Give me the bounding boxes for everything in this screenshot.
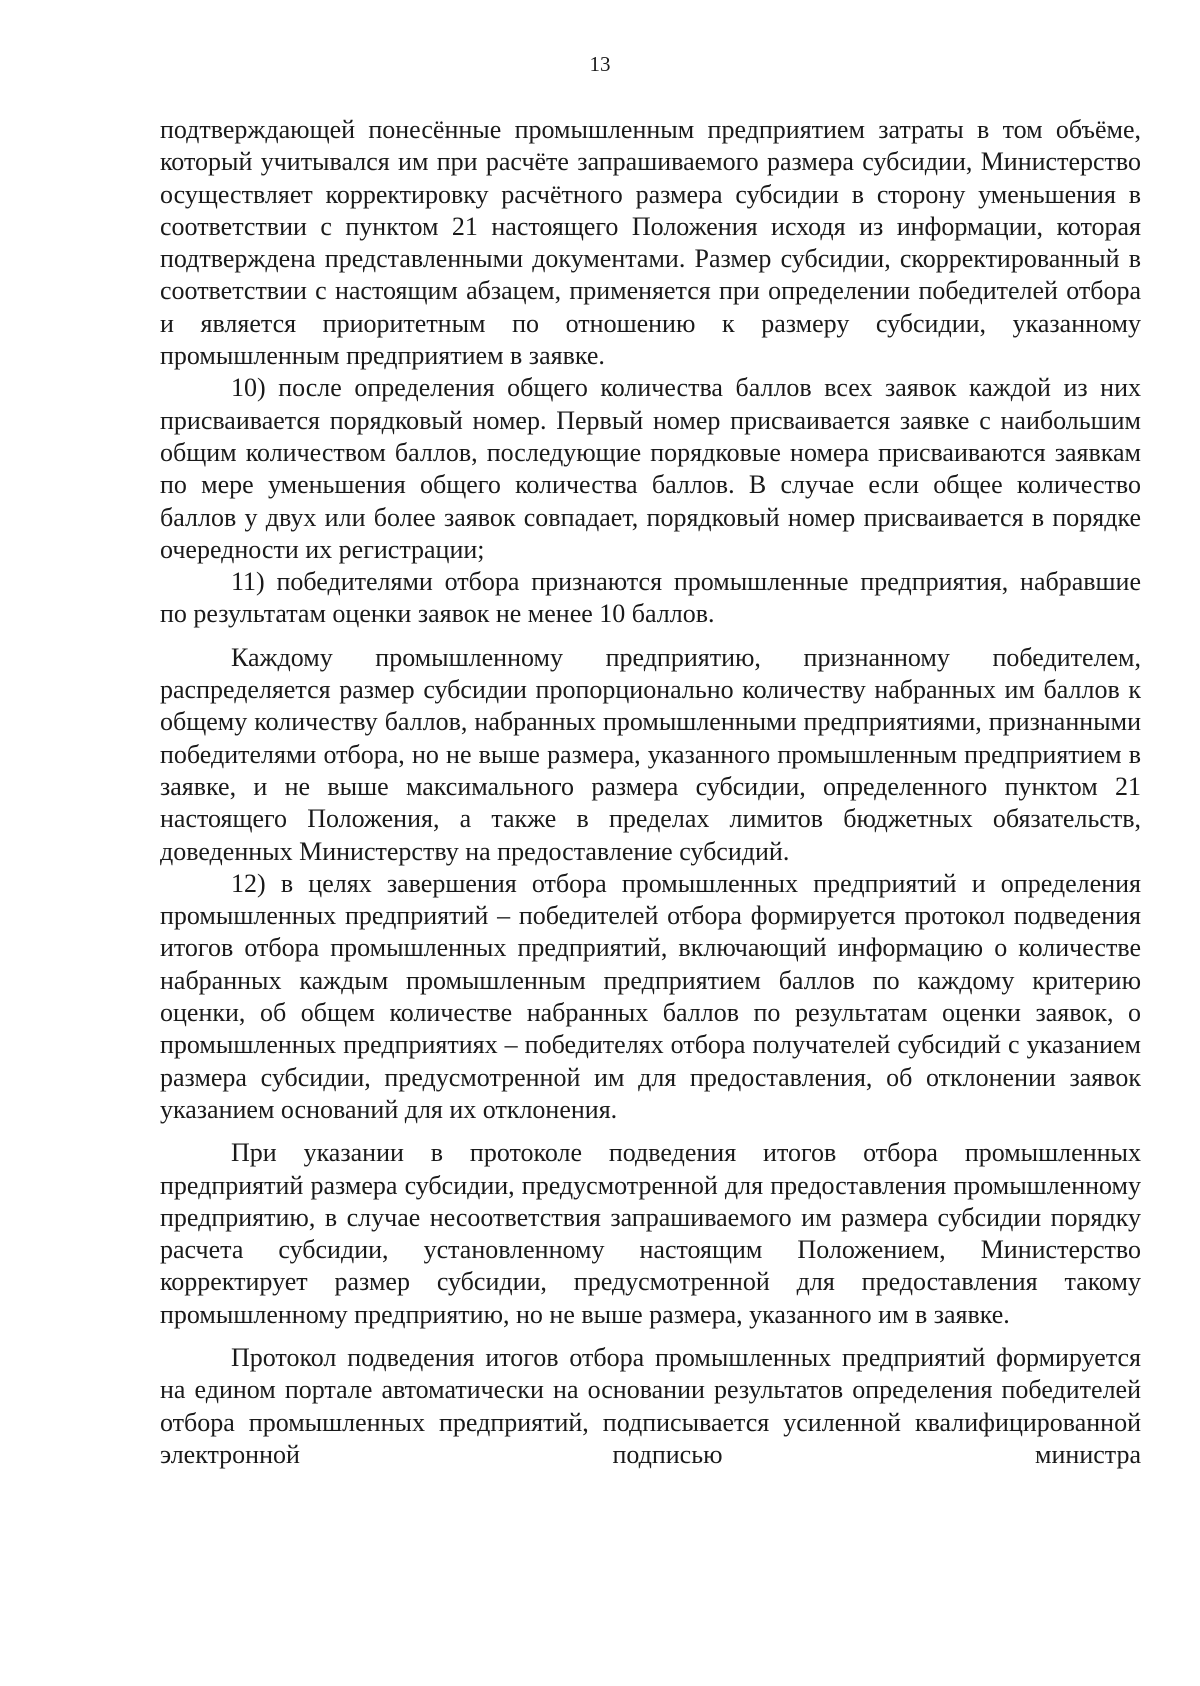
page-number: 13 xyxy=(589,52,611,76)
paragraph-continuation: подтверждающей понесённые промышленным предприятием затраты в том объёме, который учитывался им при расчёте запрашиваемого размера субсидии, Министерство осуществляет корректировку расчётного размера субсидии в сторону уменьшения в соответствии с пунктом 21 настоящего Положения исходя из информации, которая подтверждена представленными документами. Размер субсидии, скорректированный в соответствии с настоящим абзацем, применяется при определении победителей отбора и является приоритетным по отношению к размеру субсидии, указанному промышленным предприятием в заявке. xyxy=(160,115,1141,371)
paragraph-item-12: 12) в целях завершения отбора промышленных предприятий и определения промышленных предприятий – победителей отбора формируется протокол подведения итогов отбора промышленных предприятий, включающий информацию о количестве набранных каждым промышленным предприятием баллов по каждому критерию оценки, об общем количестве набранных баллов по результатам оценки заявок, о промышленных предприятиях – победителях отбора получателей субсидий с указанием размера субсидии, предусмотренной им для предоставления, об отклонении заявок указанием оснований для их отклонения. xyxy=(160,868,1141,1124)
paragraph-item-10: 10) после определения общего количества баллов всех заявок каждой из них присваивается порядковый номер. Первый номер присваивается заявке с наибольшим общим количеством баллов, последующие порядковые номера присваиваются заявкам по мере уменьшения общего количества баллов. В случае если общее количество баллов у двух или более заявок совпадает, порядковый номер присваивается в порядке очередности их регистрации; xyxy=(160,373,1141,564)
paragraph-subsidy-distribution: Каждому промышленному предприятию, признанному победителем, распределяется размер субсидии пропорционально количеству набранных им баллов к общему количеству баллов, набранных промышленными предприятиями, признанными победителями отбора, но не выше размера, указанного промышленным предприятием в заявке, и не выше максимального размера субсидии, определенного пунктом 21 настоящего Положения, а также в пределах лимитов бюджетных обязательств, доведенных Министерству на предоставление субсидий. xyxy=(160,642,1141,866)
paragraph-protocol-signing: Протокол подведения итогов отбора промышленных предприятий формируется на едином портале автоматически на основании результатов определения победителей отбора промышленных предприятий, подписывается усиленной квалифицированной электронной подписью министра xyxy=(160,1342,1141,1469)
paragraph-item-11: 11) победителями отбора признаются промышленные предприятия, набравшие по результатам оценки заявок не менее 10 баллов. xyxy=(160,567,1141,629)
paragraph-protocol-correction: При указании в протоколе подведения итогов отбора промышленных предприятий размера субсидии, предусмотренной для предоставления промышленному предприятию, в случае несоответствия запрашиваемого им размера субсидии порядку расчета субсидии, установленному настоящим Положением, Министерство корректирует размер субсидии, предусмотренной для предоставления такому промышленному предприятию, но не выше размера, указанного им в заявке. xyxy=(160,1138,1141,1329)
document-body xyxy=(160,114,1141,1471)
